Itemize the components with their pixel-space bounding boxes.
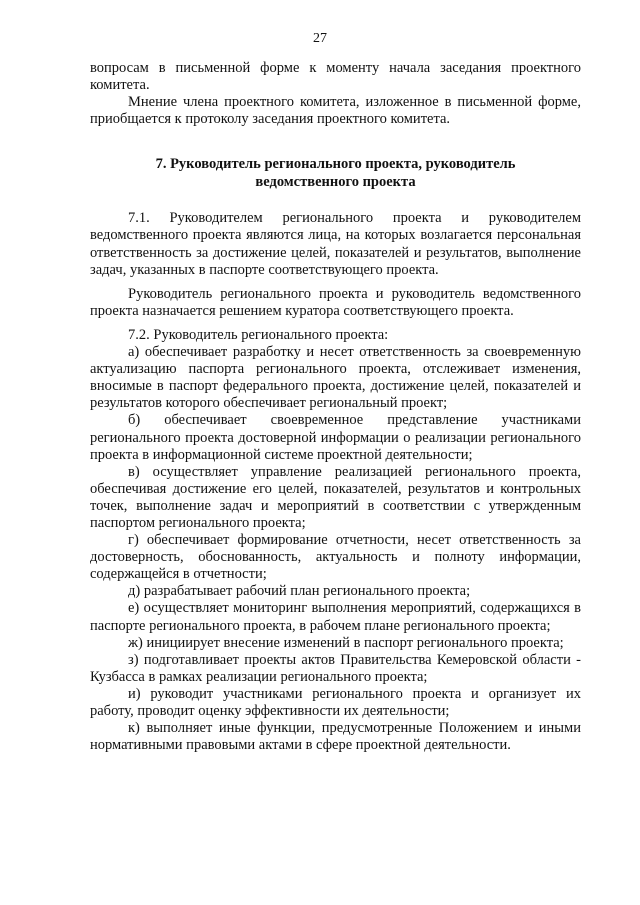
section-heading [90,155,581,191]
list-item-d: д) разрабатывает рабочий план регионального проекта; [128,583,471,600]
paragraph-7-1: 7.1. Руководителем регионального проекта и руководителем ведомственного проекта являются лица, на которых возлагается персональная ответственность за достижение целей, показателей и результатов, выполнение задач, указанных в паспорте соответствующего проекта. [90,210,581,278]
list-item-zh: ж) инициирует внесение изменений в паспорт регионального проекта; [128,634,564,651]
list-item-e: е) осуществляет мониторинг выполнения мероприятий, содержащихся в паспорте регионального проекта, в рабочем плане регионального проекта; [90,600,581,634]
paragraph-7-1-appointment: Руководитель регионального проекта и руководитель ведомственного проекта назначается решением куратора соответствующего проекта. [90,285,581,319]
list-item-k: к) выполняет иные функции, предусмотренные Положением и иными нормативными правовыми актами в сфере проектной деятельности. [90,720,581,754]
paragraph-7-2: 7.2. Руководитель регионального проекта: [128,326,389,343]
page-content [90,60,581,754]
page-number: 27 [313,31,327,46]
section-title-line-2: ведомственного проекта [255,174,416,191]
list-item-g: г) обеспечивает формирование отчетности, несет ответственность за достоверность, обоснованность, актуальность и полноту информации, содержащейся в отчетности; [90,532,581,583]
intro-paragraph-opinion: Мнение члена проектного комитета, изложенное в письменной форме, приобщается к протоколу заседания проектного комитета. [90,94,581,128]
list-item-z: з) подготавливает проекты актов Правительства Кемеровской области - Кузбасса в рамках реализации регионального проекта; [90,651,581,685]
list-item-a: а) обеспечивает разработку и несет ответственность за своевременную актуализацию паспорта регионального проекта, отслеживает изменения, вносимые в паспорт федерального проекта, достижение целей, показателей и результатов которого обеспечивает региональный проект; [90,344,581,412]
intro-paragraph-continued: вопросам в письменной форме к моменту начала заседания проектного комитета. [90,60,581,94]
list-item-v: в) осуществляет управление реализацией регионального проекта, обеспечивая достижение его целей, показателей, результатов и контрольных точек, выполнение задач и мероприятий в соответствии с утвержденным паспортом регионального проекта; [90,463,581,531]
section-title-line-1: 7. Руководитель регионального проекта, руководитель [155,156,516,173]
list-item-b: б) обеспечивает своевременное представление участниками регионального проекта достоверной информации о реализации регионального проекта в информационной системе проектной деятельности; [90,412,581,463]
list-item-i: и) руководит участниками регионального проекта и организует их работу, проводит оценку эффективности их деятельности; [90,685,581,719]
